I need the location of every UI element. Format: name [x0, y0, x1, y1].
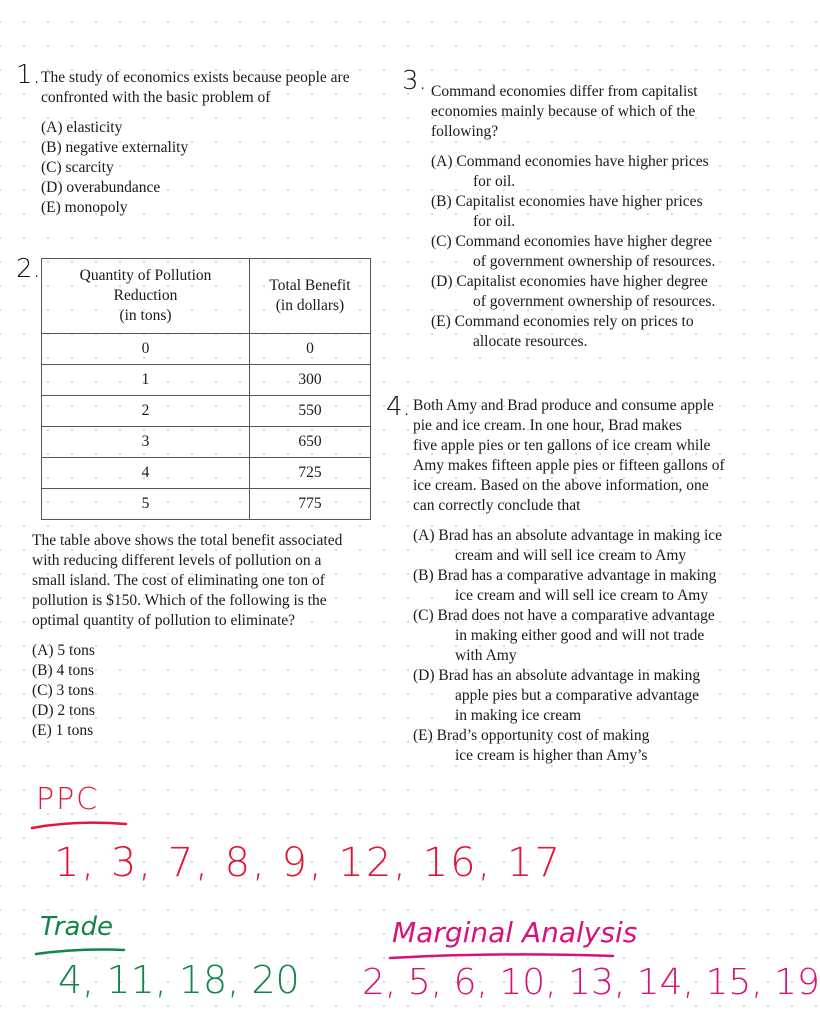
table-cell: 0 — [42, 334, 250, 365]
question-3-number: 3. — [402, 66, 427, 96]
note-marginal-list: 2, 5, 6, 10, 13, 14, 15, 19 — [362, 962, 820, 1003]
table-header-benefit: Total Benefit (in dollars) — [250, 259, 371, 334]
table-row — [42, 334, 371, 365]
table-cell: 2 — [42, 396, 250, 427]
question-3-choice-b: (B) Capitalist economies have higher prices for oil. — [431, 193, 703, 230]
question-3-choice-d: (D) Capitalist economies have higher degree of government ownership of resources. — [431, 273, 716, 310]
question-1-stem: The study of economics exists because people are confronted with the basic problem of — [41, 69, 350, 106]
note-ppc-list: 1, 3, 7, 8, 9, 12, 16, 17 — [54, 840, 562, 886]
table-row — [42, 489, 371, 520]
question-4-choice-e: (E) Brad’s opportunity cost of making ice cream is higher than Amy’s — [413, 727, 650, 764]
note-trade-list: 4, 11, 18, 20 — [58, 958, 300, 1002]
question-3-choice-e: (E) Command economies rely on prices to allocate resources. — [431, 313, 694, 350]
question-2-choice-c: (C) 3 tons — [32, 682, 94, 699]
pollution-benefit-table — [41, 258, 371, 520]
table-row — [42, 427, 371, 458]
table-cell: 550 — [250, 396, 371, 427]
table-cell: 5 — [42, 489, 250, 520]
question-4-stem: Both Amy and Brad produce and consume apple pie and ice cream. In one hour, Brad makes five apple pies or ten gallons of ice cream while Amy makes fifteen apple pies or fifteen gallons of ice cream. Based on the above information, one can correctly conclude that — [413, 397, 725, 514]
question-3-stem: Command economies differ from capitalist economies mainly because of which of the following? — [431, 83, 698, 140]
table-header-quantity: Quantity of Pollution Reduction (in tons) — [42, 259, 250, 334]
question-4-number: 4. — [386, 392, 411, 422]
question-4-choice-c: (C) Brad does not have a comparative advantage in making either good and will not trade with Amy — [413, 607, 715, 664]
question-1-choice-c: (C) scarcity — [41, 159, 114, 176]
table-cell: 3 — [42, 427, 250, 458]
question-2-choice-e: (E) 1 tons — [32, 722, 94, 739]
question-1-choice-e: (E) monopoly — [41, 199, 128, 216]
table-row — [42, 458, 371, 489]
note-marginal-title: Marginal Analysis — [392, 916, 638, 949]
question-3-choice-c: (C) Command economies have higher degree of government ownership of resources. — [431, 233, 716, 270]
question-2-choice-b: (B) 4 tons — [32, 662, 94, 679]
table-cell: 775 — [250, 489, 371, 520]
question-1 — [41, 68, 391, 218]
table-cell: 650 — [250, 427, 371, 458]
table-cell: 300 — [250, 365, 371, 396]
table-cell: 1 — [42, 365, 250, 396]
note-trade-title: Trade — [40, 912, 113, 942]
question-4-choice-b: (B) Brad has a comparative advantage in making ice cream and will sell ice cream to Amy — [413, 567, 717, 604]
question-1-choice-a: (A) elasticity — [41, 119, 123, 136]
question-4-choice-d: (D) Brad has an absolute advantage in making apple pies but a comparative advantage in making ice cream — [413, 667, 701, 724]
question-2 — [32, 531, 387, 741]
table-cell: 725 — [250, 458, 371, 489]
question-4 — [413, 396, 765, 766]
table-header-row — [42, 259, 371, 334]
table-cell: 0 — [250, 334, 371, 365]
question-1-choice-b: (B) negative externality — [41, 139, 189, 156]
table-row — [42, 365, 371, 396]
question-2-number: 2. — [16, 254, 41, 284]
table-cell: 4 — [42, 458, 250, 489]
question-1-choice-d: (D) overabundance — [41, 179, 161, 196]
question-3 — [431, 82, 761, 352]
question-3-choice-a: (A) Command economies have higher prices for oil. — [431, 153, 709, 190]
note-ppc-title: PPC — [36, 782, 100, 817]
question-2-stem: The table above shows the total benefit associated with reducing different levels of pollution on a small island. The cost of eliminating one ton of pollution is $150. Which of the following is the optimal quantity of pollution to eliminate? — [32, 532, 343, 629]
ppc-underline — [30, 816, 130, 836]
question-2-choice-a: (A) 5 tons — [32, 642, 95, 659]
question-1-number: 1. — [16, 60, 41, 90]
question-4-choice-a: (A) Brad has an absolute advantage in making ice cream and will sell ice cream to Amy — [413, 527, 723, 564]
table-row — [42, 396, 371, 427]
question-2-choice-d: (D) 2 tons — [32, 702, 95, 719]
